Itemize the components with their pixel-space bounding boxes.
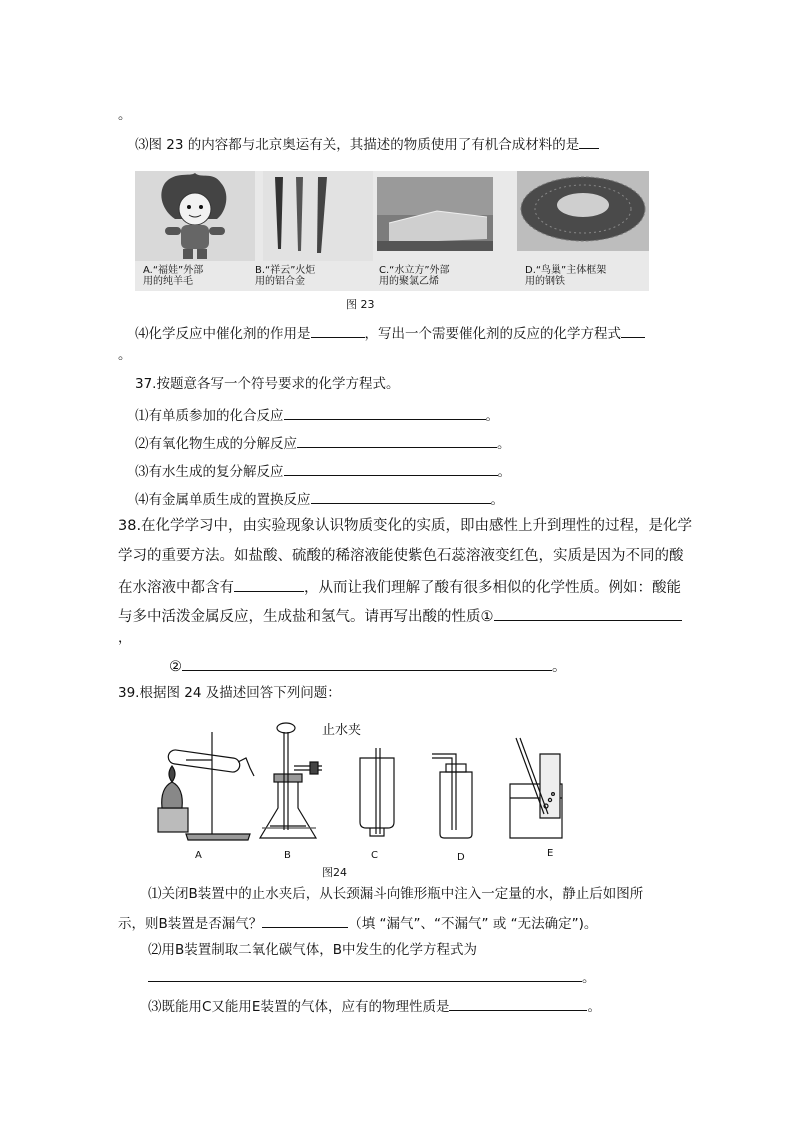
apparatus-label-e: E bbox=[547, 848, 554, 859]
q36-4-end: 。 bbox=[118, 347, 132, 363]
co2-equation-blank[interactable] bbox=[148, 967, 582, 982]
acid-property-1-blank[interactable] bbox=[494, 606, 682, 621]
q36-4-text: ⑷化学反应中催化剂的作用是 ，写出一个需要催化剂的反应的化学方程式 bbox=[135, 323, 645, 343]
equation-blank[interactable] bbox=[621, 323, 645, 338]
apparatus-label-c: C bbox=[371, 850, 378, 861]
answer-blank[interactable] bbox=[297, 433, 497, 448]
apparatus-d bbox=[432, 754, 472, 838]
apparatus-c bbox=[360, 748, 394, 836]
fig23-caption-a: A.“福娃”外部 用的纯羊毛 bbox=[143, 265, 204, 287]
apparatus-label-a: A bbox=[195, 850, 202, 861]
ion-blank[interactable] bbox=[234, 577, 304, 592]
q39-p3: ⑶既能用C又能用E装置的气体，应有的物理性质是 。 bbox=[148, 996, 601, 1016]
water-cube-image bbox=[377, 177, 493, 251]
q38-line-2: 学习的重要方法。如盐酸、硫酸的稀溶液能使紫色石蕊溶液变红色，实质是因为不同的酸 bbox=[118, 548, 684, 564]
top-period: 。 bbox=[118, 107, 132, 123]
answer-blank[interactable] bbox=[284, 405, 486, 420]
physical-property-blank[interactable] bbox=[449, 996, 587, 1011]
q38-line-4: 与多中活泼金属反应，生成盐和氢气。请再写出酸的性质① bbox=[118, 606, 682, 626]
q37-item-2: ⑵有氧化物生成的分解反应 。 bbox=[135, 433, 511, 453]
q36-3-text: ⑶图 23 的内容都与北京奥运有关，其描述的物质使用了有机合成材料的是 bbox=[135, 134, 599, 154]
answer-blank[interactable] bbox=[311, 489, 491, 504]
q38-comma: ， bbox=[118, 630, 132, 646]
apparatus-a bbox=[158, 732, 254, 840]
leak-blank[interactable] bbox=[262, 913, 348, 928]
answer-blank[interactable] bbox=[284, 461, 498, 476]
figure-23 bbox=[135, 171, 649, 291]
q37-title: 37.按题意各写一个符号要求的化学方程式。 bbox=[135, 376, 400, 392]
apparatus-label-b: B bbox=[284, 850, 291, 861]
q39-p2-line-1: ⑵用B装置制取二氧化碳气体，B中发生的化学方程式为 bbox=[148, 942, 478, 958]
q39-p1-line-1: ⑴关闭B装置中的止水夹后，从长颈漏斗向锥形瓶中注入一定量的水，静止后如图所 bbox=[148, 886, 644, 902]
apparatus-b bbox=[260, 723, 322, 838]
fig23-label: 图 23 bbox=[346, 298, 375, 311]
answer-blank[interactable] bbox=[579, 134, 599, 149]
q38-line-3: 在水溶液中都含有 ，从而让我们理解了酸有很多相似的化学性质。例如：酸能 bbox=[118, 577, 681, 597]
clamp-label: 止水夹 bbox=[322, 723, 362, 738]
figure-24-apparatus bbox=[150, 718, 570, 878]
q39-title: 39.根据图 24 及描述回答下列问题： bbox=[118, 685, 341, 701]
q39-p1-line-2: 示，则B装置是否漏气？ （填 “漏气”、“不漏气” 或 “无法确定”)。 bbox=[118, 913, 597, 933]
acid-property-2-blank[interactable] bbox=[182, 656, 552, 671]
fig23-caption-b: B.“祥云”火炬 用的铝合金 bbox=[255, 265, 316, 287]
torch-image bbox=[263, 171, 373, 261]
q37-item-1: ⑴有单质参加的化合反应 。 bbox=[135, 405, 499, 425]
fig23-caption-c: C.“水立方”外部 用的聚氯乙烯 bbox=[379, 265, 450, 287]
apparatus-label-d: D bbox=[457, 852, 465, 863]
fig23-caption-d: D.“鸟巢”主体框架 用的钢铁 bbox=[525, 265, 607, 287]
q37-item-4: ⑷有金属单质生成的置换反应 。 bbox=[135, 489, 504, 509]
catalyst-blank[interactable] bbox=[311, 323, 365, 338]
birds-nest-image bbox=[517, 171, 649, 251]
q39-p2-answer: 。 bbox=[148, 967, 596, 987]
q37-item-3: ⑶有水生成的复分解反应 。 bbox=[135, 461, 511, 481]
apparatus-e bbox=[510, 738, 562, 838]
q38-line-1: 38.在化学学习中，由实验现象认识物质变化的实质，即由感性上升到理性的过程，是化学 bbox=[118, 518, 693, 534]
q38-item-2: ② 。 bbox=[169, 656, 567, 676]
fig24-label: 图24 bbox=[322, 866, 347, 879]
